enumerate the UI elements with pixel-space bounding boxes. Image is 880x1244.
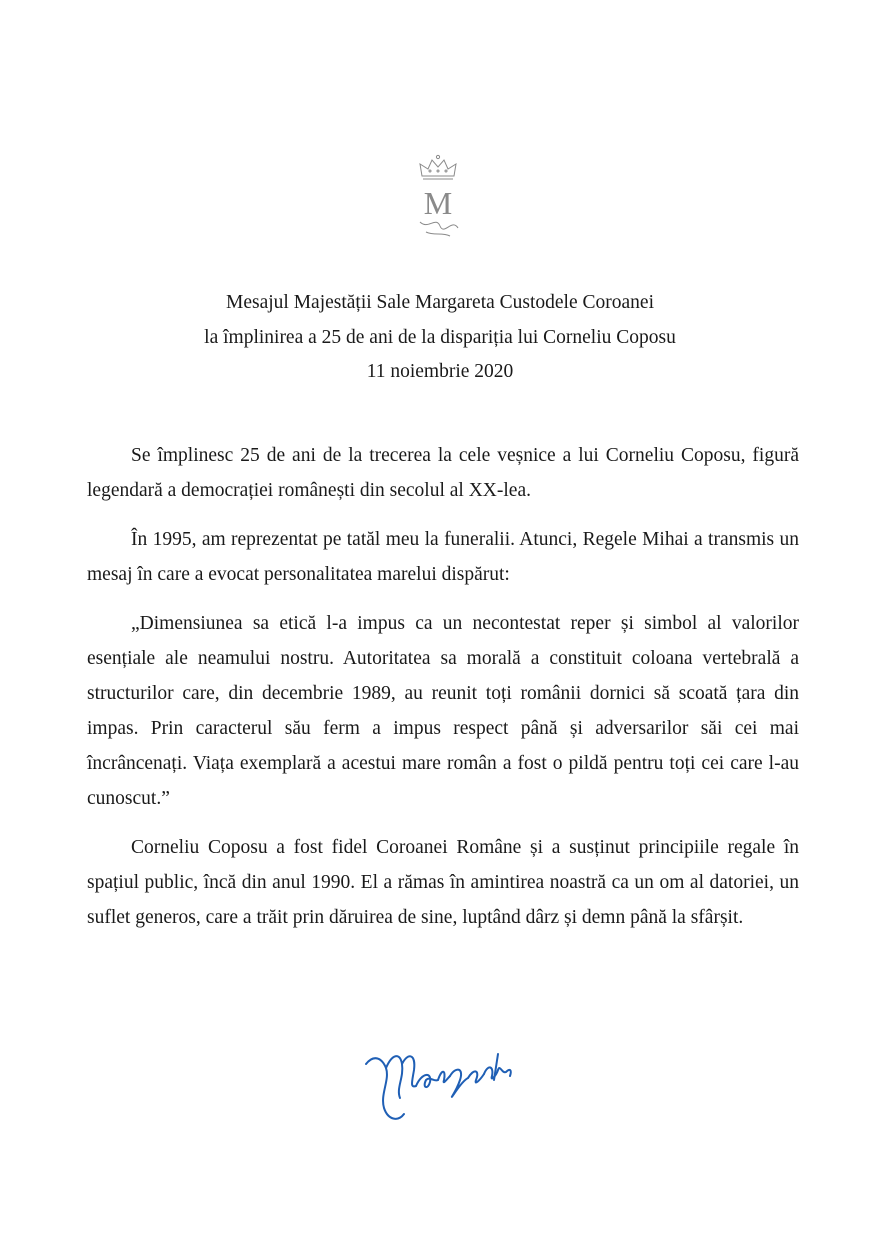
- paragraph-2: În 1995, am reprezentat pe tatăl meu la funeralii. Atunci, Regele Mihai a transmis un mesaj în care a evocat personalitatea marelui dispărut:: [87, 529, 799, 585]
- header-subtitle: la împlinirea a 25 de ani de la dispariția lui Corneliu Coposu: [204, 326, 676, 348]
- header-date: 11 noiembrie 2020: [366, 361, 514, 382]
- message-body: [87, 438, 799, 949]
- royal-monogram-icon: [410, 152, 466, 238]
- handwritten-signature: [360, 1024, 520, 1134]
- message-header: [0, 286, 880, 390]
- paragraph-3: Corneliu Coposu a fost fidel Coroanei Române și a susținut principiile regale în spațiul public, încă din anul 1990. El a rămas în amintirea noastră ca un om al datoriei, un suflet generos, care a trăit prin dăruirea de sine, luptând dârz și demn până la sfârșit.: [87, 837, 799, 928]
- royal-quote: „Dimensiunea sa etică l-a impus ca un necontestat reper și simbol al valorilor esențiale ale neamului nostru. Autoritatea sa morală a constituit coloana vertebrală a structurilor care, din decembrie 1989, au reunit toți românii dornici să scoată țara din impas. Prin caracterul său ferm a impus respect până și adversarilor săi cei mai încrâncenați. Viața exemplară a acestui mare român a fost o pildă pentru toți cei care l-au cunoscut.”: [87, 613, 799, 809]
- paragraph-1: Se împlinesc 25 de ani de la trecerea la cele veșnice a lui Corneliu Coposu, figură legendară a democrației românești din secolul al XX-lea.: [87, 445, 799, 501]
- header-title: Mesajul Majestății Sale Margareta Custodele Coroanei: [226, 292, 654, 313]
- monogram-letter: M: [423, 185, 453, 221]
